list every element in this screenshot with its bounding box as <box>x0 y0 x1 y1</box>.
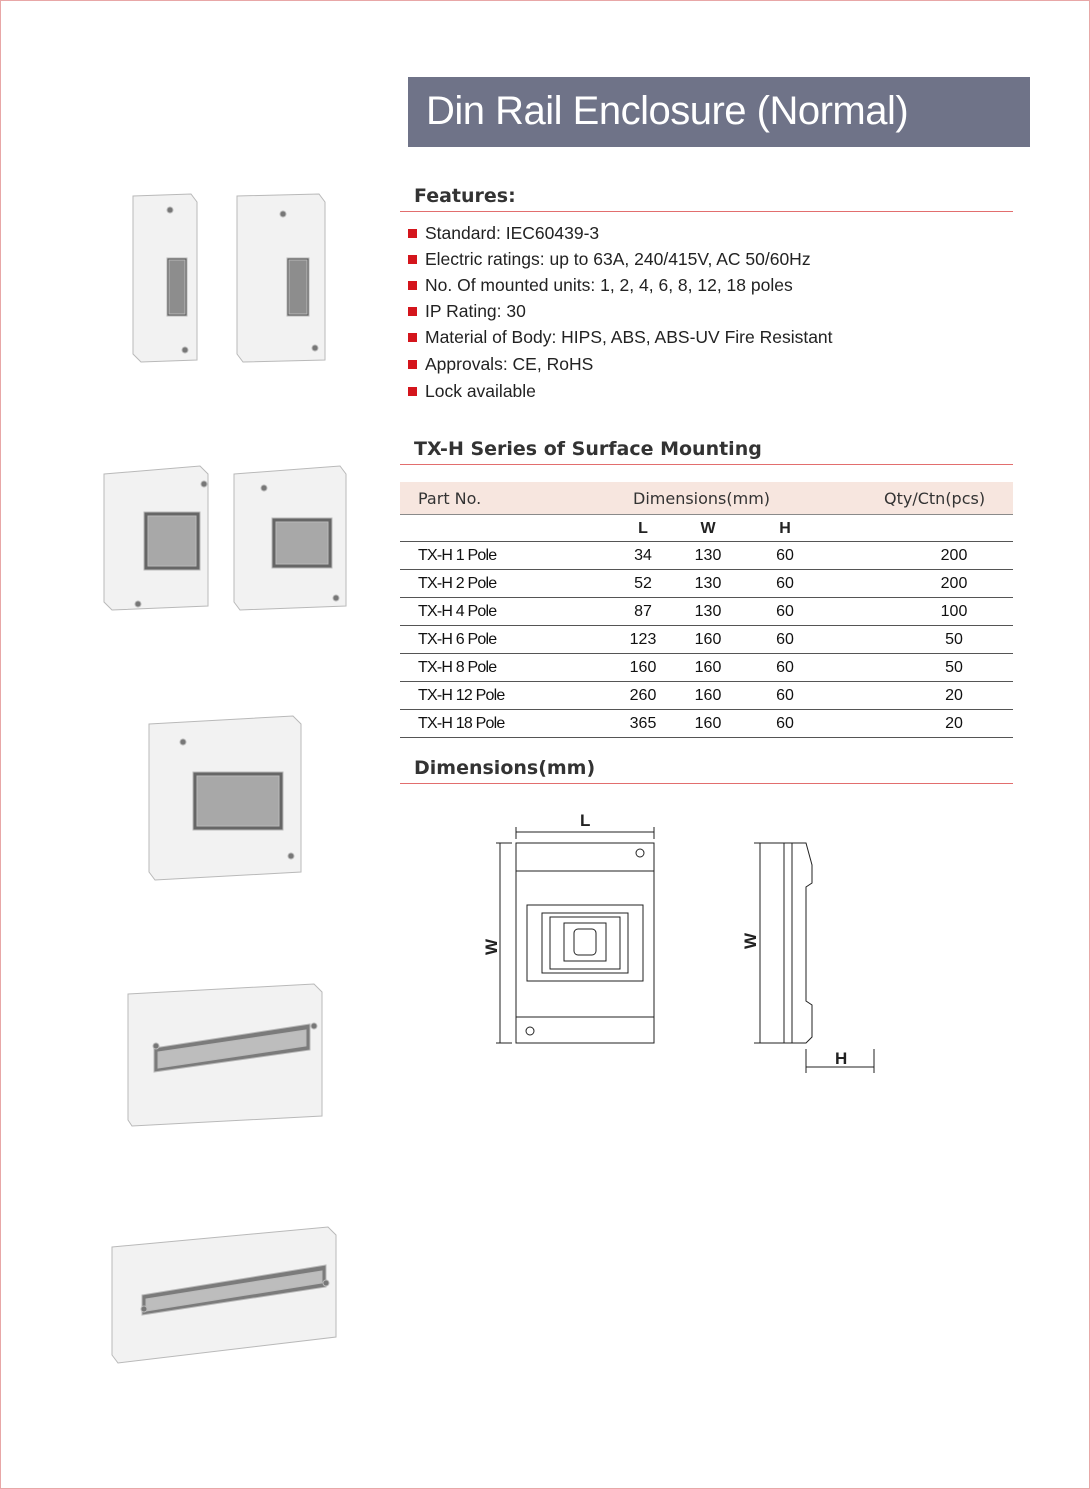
feature-text: No. Of mounted units: 1, 2, 4, 6, 8, 12, 18 poles <box>425 275 793 295</box>
cell-w: 130 <box>694 547 722 564</box>
table-row <box>400 626 1013 654</box>
cell-qty: 200 <box>940 547 968 564</box>
table-row <box>400 542 1013 570</box>
cell-qty: 50 <box>945 659 963 676</box>
subheader-l: L <box>638 520 648 537</box>
feature-item <box>408 272 833 298</box>
cell-part: TX-H 1 Pole <box>418 547 497 564</box>
side-view-outline <box>784 843 812 1043</box>
cell-qty: 20 <box>945 715 963 732</box>
table-row <box>400 682 1013 710</box>
cell-w: 160 <box>694 631 722 648</box>
cell-w: 160 <box>694 687 722 704</box>
feature-item <box>408 351 833 377</box>
cell-l: 260 <box>629 687 657 704</box>
feature-item <box>408 220 833 246</box>
width-label-front: W <box>482 938 501 955</box>
features-heading-text: Features: <box>414 185 516 207</box>
feature-item <box>408 298 833 324</box>
cell-h: 60 <box>776 603 794 620</box>
product-image-8-pole <box>145 712 310 884</box>
cell-w: 130 <box>694 575 722 592</box>
cell-part: TX-H 8 Pole <box>418 659 497 676</box>
bullet-icon <box>408 281 417 290</box>
dimensions-heading-text: Dimensions(mm) <box>414 757 596 779</box>
cell-h: 60 <box>776 631 794 648</box>
cell-l: 34 <box>634 547 652 564</box>
cell-qty: 200 <box>940 575 968 592</box>
cell-h: 60 <box>776 547 794 564</box>
cell-part: TX-H 18 Pole <box>418 715 505 732</box>
bullet-icon <box>408 387 417 396</box>
feature-text: IP Rating: 30 <box>425 301 526 321</box>
cell-qty: 50 <box>945 631 963 648</box>
series-heading-text: TX-H Series of Surface Mounting <box>414 438 762 460</box>
cell-l: 87 <box>634 603 652 620</box>
cell-l: 160 <box>629 659 657 676</box>
feature-text: Material of Body: HIPS, ABS, ABS-UV Fire Resistant <box>425 327 833 347</box>
table-row <box>400 598 1013 626</box>
dimensions-heading <box>400 757 1013 784</box>
length-label: L <box>580 811 591 830</box>
cell-w: 130 <box>694 603 722 620</box>
product-image-18-pole <box>108 1225 343 1370</box>
front-view-outline <box>516 843 654 1043</box>
bullet-icon <box>408 229 417 238</box>
width-label-side: W <box>741 932 760 949</box>
screw-icon <box>636 849 644 857</box>
feature-text: Electric ratings: up to 63A, 240/415V, AC 50/60Hz <box>425 249 811 269</box>
cell-h: 60 <box>776 715 794 732</box>
header-qty: Qty/Ctn(pcs) <box>884 489 986 508</box>
cell-part: TX-H 12 Pole <box>418 687 505 704</box>
title-bar <box>408 77 1030 147</box>
cell-qty: 100 <box>940 603 968 620</box>
bullet-icon <box>408 333 417 342</box>
cell-l: 52 <box>634 575 652 592</box>
feature-text: Lock available <box>425 381 536 401</box>
feature-item <box>408 246 833 272</box>
cell-qty: 20 <box>945 687 963 704</box>
product-image-1-2-pole <box>125 190 335 370</box>
screw-icon <box>526 1027 534 1035</box>
cell-part: TX-H 2 Pole <box>418 575 497 592</box>
cell-l: 365 <box>629 715 657 732</box>
table-subheader <box>400 515 1013 542</box>
bullet-icon <box>408 307 417 316</box>
cell-part: TX-H 6 Pole <box>418 631 497 648</box>
subheader-h: H <box>779 520 791 537</box>
feature-item <box>408 378 833 404</box>
product-image-4-6-pole <box>100 462 350 617</box>
feature-item <box>408 324 833 350</box>
cell-h: 60 <box>776 687 794 704</box>
feature-text: Approvals: CE, RoHS <box>425 354 594 374</box>
bullet-icon <box>408 255 417 264</box>
table-row <box>400 710 1013 738</box>
cell-l: 123 <box>629 631 657 648</box>
page-title: Din Rail Enclosure (Normal) <box>426 89 909 133</box>
cell-w: 160 <box>694 659 722 676</box>
cell-h: 60 <box>776 575 794 592</box>
table-header <box>400 482 1013 515</box>
height-label: H <box>835 1049 848 1068</box>
table-row <box>400 654 1013 682</box>
product-image-12-pole <box>124 980 329 1130</box>
table-row <box>400 570 1013 598</box>
subheader-w: W <box>700 520 716 537</box>
bullet-icon <box>408 360 417 369</box>
header-part-no: Part No. <box>418 489 482 508</box>
cell-part: TX-H 4 Pole <box>418 603 497 620</box>
cell-h: 60 <box>776 659 794 676</box>
feature-text: Standard: IEC60439-3 <box>425 223 600 243</box>
dimension-drawing <box>470 805 890 1080</box>
spec-table <box>400 482 1013 738</box>
features-list <box>408 220 833 404</box>
series-heading <box>400 438 1013 465</box>
cell-w: 160 <box>694 715 722 732</box>
features-heading <box>400 185 1013 212</box>
header-dimensions: Dimensions(mm) <box>633 489 771 508</box>
